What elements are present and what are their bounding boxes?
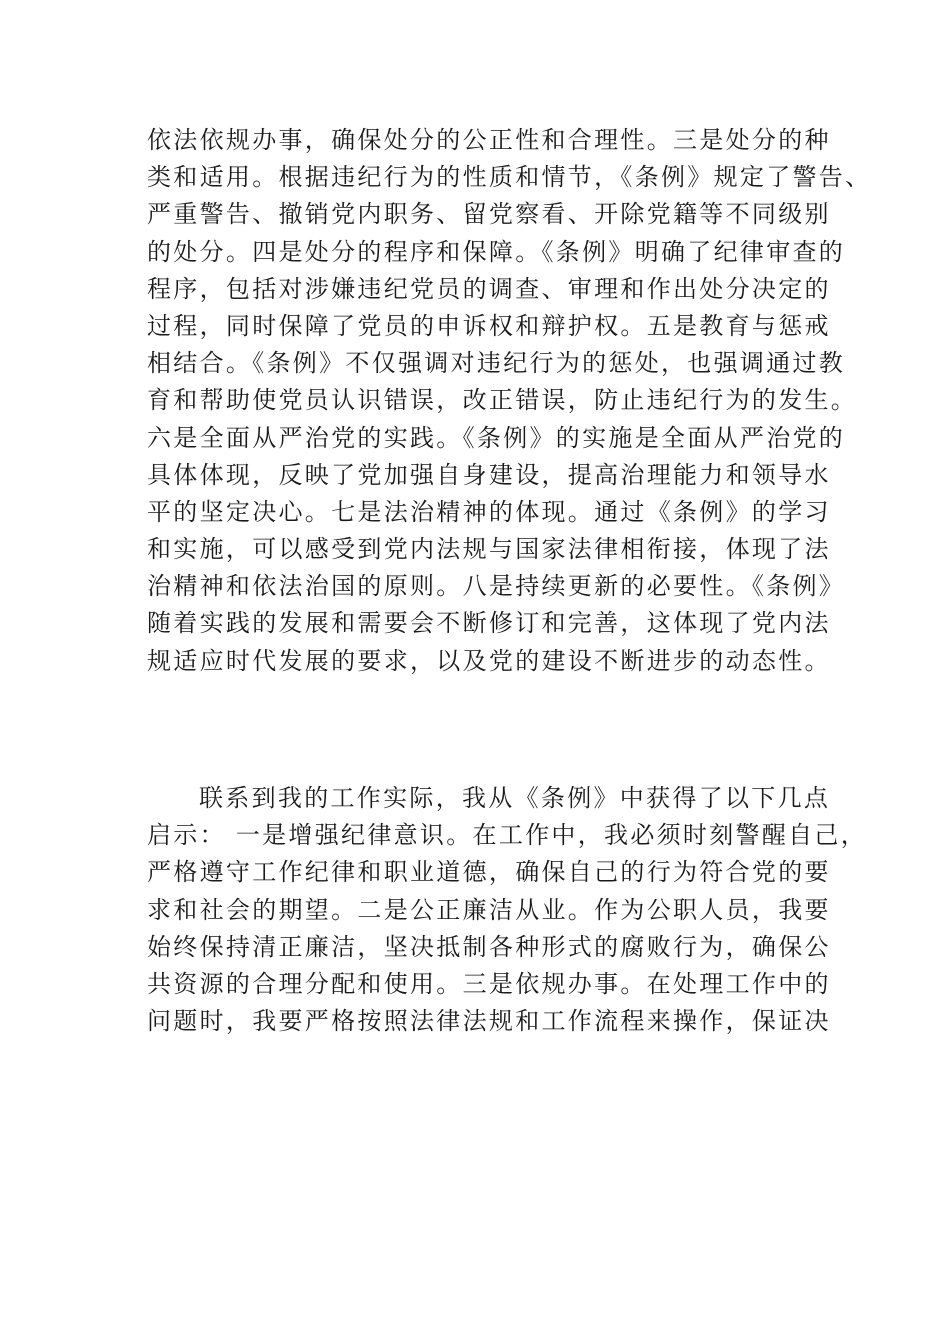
text-line: 程序，包括对涉嫌违纪党员的调查、审理和作出处分决定的 <box>147 274 831 303</box>
text-line: 治精神和依法治国的原则。八是持续更新的必要性。《条例》 <box>147 572 846 601</box>
text-line: 规适应时代发展的要求，以及党的建设不断进步的动态性。 <box>147 646 831 675</box>
paragraph-work-insights <box>147 780 868 1040</box>
text-line: 始终保持清正廉洁，坚决抵制各种形式的腐败行为，确保公 <box>147 932 831 961</box>
text-line: 过程，同时保障了党员的申诉权和辩护权。五是教育与惩戒 <box>147 311 831 340</box>
text-line: 严格遵守工作纪律和职业道德，确保自己的行为符合党的要 <box>147 858 831 887</box>
text-line: 六是全面从严治党的实践。《条例》的实施是全面从严治党的 <box>147 423 846 452</box>
text-line: 共资源的合理分配和使用。三是依规办事。在处理工作中的 <box>147 969 831 998</box>
text-line: 育和帮助使党员认识错误，改正错误，防止违纪行为的发生。 <box>147 386 858 415</box>
text-line: 问题时，我要严格按照法律法规和工作流程来操作，保证决 <box>147 1007 831 1036</box>
text-line: 和实施，可以感受到党内法规与国家法律相衔接，体现了法 <box>147 535 831 564</box>
text-line: 相结合。《条例》不仅强调对违纪行为的惩处，也强调通过教 <box>147 349 846 378</box>
text-line: 启示： 一是增强纪律意识。在工作中，我必须时刻警醒自己， <box>147 821 868 850</box>
text-line: 求和社会的期望。二是公正廉洁从业。作为公职人员，我要 <box>147 895 831 924</box>
text-line: 具体体现，反映了党加强自身建设，提高治理能力和领导水 <box>147 460 831 489</box>
text-line: 严重警告、撤销党内职务、留党察看、开除党籍等不同级别 <box>147 200 831 229</box>
text-line: 随着实践的发展和需要会不断修订和完善，这体现了党内法 <box>147 609 831 638</box>
text-line: 平的坚定决心。七是法治精神的体现。通过《条例》的学习 <box>147 497 831 526</box>
text-line: 联系到我的工作实际，我从《条例》中获得了以下几点 <box>199 784 831 812</box>
text-line: 类和适用。根据违纪行为的性质和情节，《条例》规定了警告、 <box>147 163 872 192</box>
paragraph-discipline-regulations <box>147 122 872 680</box>
text-line: 依法依规办事，确保处分的公正性和合理性。三是处分的种 <box>147 126 831 154</box>
text-line: 的处分。四是处分的程序和保障。《条例》明确了纪律审查的 <box>147 237 846 266</box>
